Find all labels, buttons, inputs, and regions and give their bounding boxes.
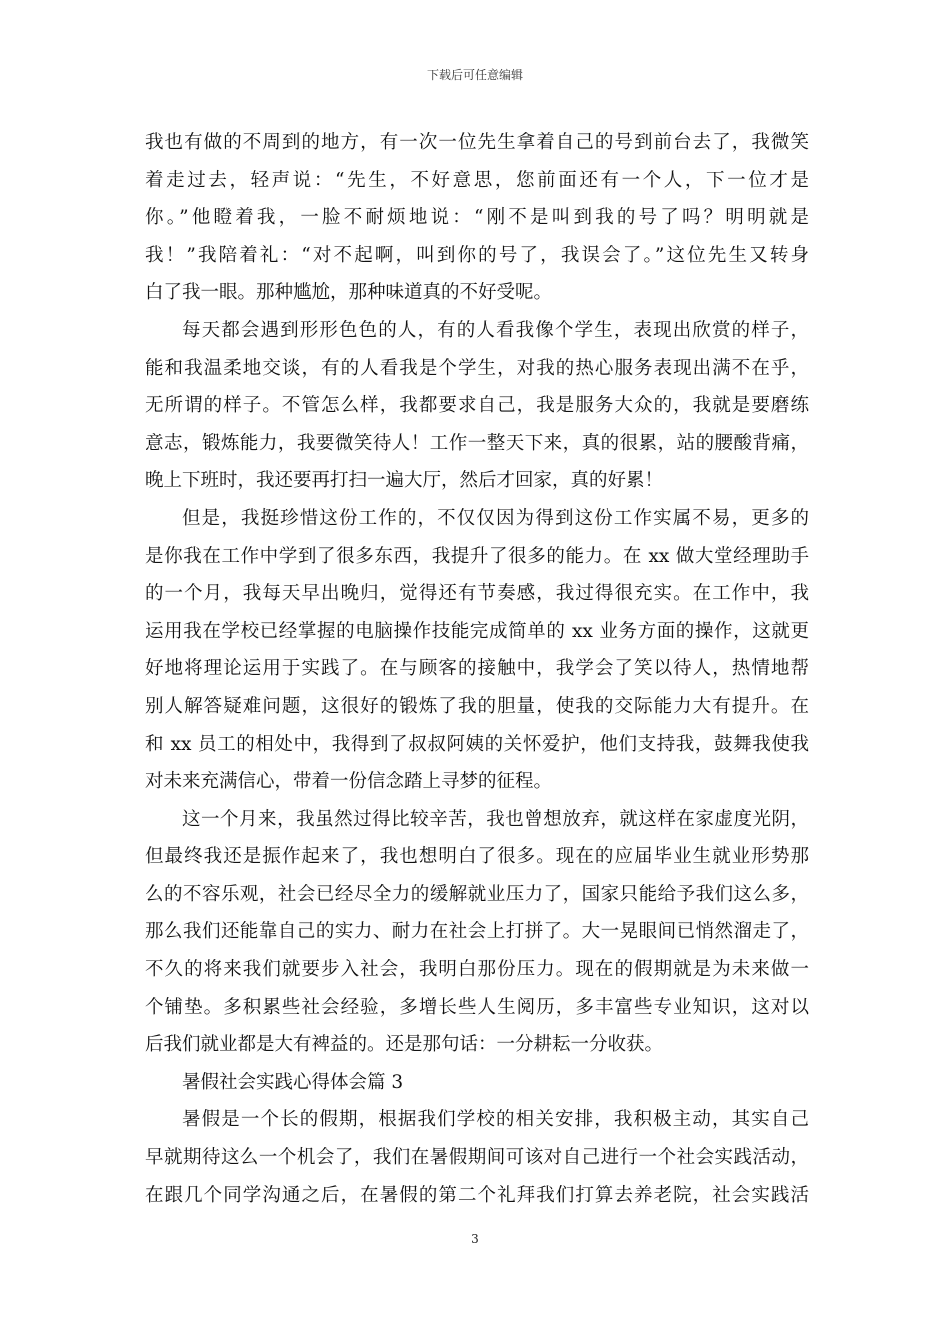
body-line: 个铺垫。多积累些社会经验，多增长些人生阅历，多丰富些专业知识，这对以 [145, 996, 809, 1018]
body-line: 着走过去，轻声说：“先生，不好意思，您前面还有一个人，下一位才是 [145, 169, 809, 191]
body-line: 那么我们还能靠自己的实力、耐力在社会上打拼了。大一晃眼间已悄然溜走了， [145, 921, 809, 943]
body-line: 这一个月来，我虽然过得比较辛苦，我也曾想放弃，就这样在家虚度光阴， [182, 808, 809, 830]
body-line: 我！”我陪着礼：“对不起啊，叫到你的号了，我误会了。”这位先生又转身 [145, 244, 809, 266]
body-line: 在跟几个同学沟通之后，在暑假的第二个礼拜我们打算去养老院，社会实践活 [145, 1184, 809, 1206]
body-line: 好地将理论运用于实践了。在与顾客的接触中，我学会了笑以待人，热情地帮 [145, 658, 809, 680]
body-line: 别人解答疑难问题，这很好的锻炼了我的胆量，使我的交际能力大有提升。在 [145, 695, 809, 717]
body-line: 对未来充满信心，带着一份信念踏上寻梦的征程。 [145, 771, 553, 793]
body-line: 晚上下班时，我还要再打扫一遍大厅，然后才回家，真的好累！ [145, 470, 664, 492]
body-line: 么的不容乐观，社会已经尽全力的缓解就业压力了，国家只能给予我们这么多， [145, 883, 809, 905]
body-line: 早就期待这么一个机会了，我们在暑假期间可该对自己进行一个社会实践活动， [145, 1147, 809, 1169]
body-line: 白了我一眼。那种尴尬，那种味道真的不好受呢。 [145, 282, 553, 304]
body-line: 运用我在学校已经掌握的电脑操作技能完成简单的 xx 业务方面的操作，这就更 [145, 620, 809, 642]
body-line: 后我们就业都是大有裨益的。还是那句话：一分耕耘一分收获。 [145, 1034, 664, 1056]
body-line: 和 xx 员工的相处中，我得到了叔叔阿姨的关怀爱护，他们支持我，鼓舞我使我 [145, 733, 809, 755]
page-number: 3 [471, 1232, 479, 1246]
body-line: 意志，锻炼能力，我要微笑待人！工作一整天下来，真的很累，站的腰酸背痛， [145, 432, 809, 454]
document-body [145, 124, 809, 1214]
body-line: 不久的将来我们就要步入社会，我明白那份压力。现在的假期就是为未来做一 [145, 959, 809, 981]
body-line: 但是，我挺珍惜这份工作的，不仅仅因为得到这份工作实属不易，更多的 [182, 507, 809, 529]
body-line: 我也有做的不周到的地方，有一次一位先生拿着自己的号到前台去了，我微笑 [145, 132, 809, 153]
body-line: 的一个月，我每天早出晚归，觉得还有节奏感，我过得很充实。在工作中，我 [145, 583, 809, 605]
body-line: 但最终我还是振作起来了，我也想明白了很多。现在的应届毕业生就业形势那 [145, 846, 809, 868]
body-line: 是你我在工作中学到了很多东西，我提升了很多的能力。在 xx 做大堂经理助手 [145, 545, 809, 567]
body-line: 你。”他瞪着我，一脸不耐烦地说：“刚不是叫到我的号了吗？明明就是 [145, 207, 809, 229]
body-line: 无所谓的样子。不管怎么样，我都要求自己，我是服务大众的，我就是要磨练 [145, 395, 809, 417]
page-header: 下载后可任意编辑 [426, 68, 523, 82]
body-line: 暑假是一个长的假期，根据我们学校的相关安排，我积极主动，其实自己 [182, 1109, 809, 1131]
body-line: 能和我温柔地交谈，有的人看我是个学生，对我的热心服务表现出满不在乎， [145, 357, 809, 379]
section-heading: 暑假社会实践心得体会篇 3 [182, 1071, 404, 1093]
body-line: 每天都会遇到形形色色的人，有的人看我像个学生，表现出欣赏的样子， [182, 319, 809, 341]
